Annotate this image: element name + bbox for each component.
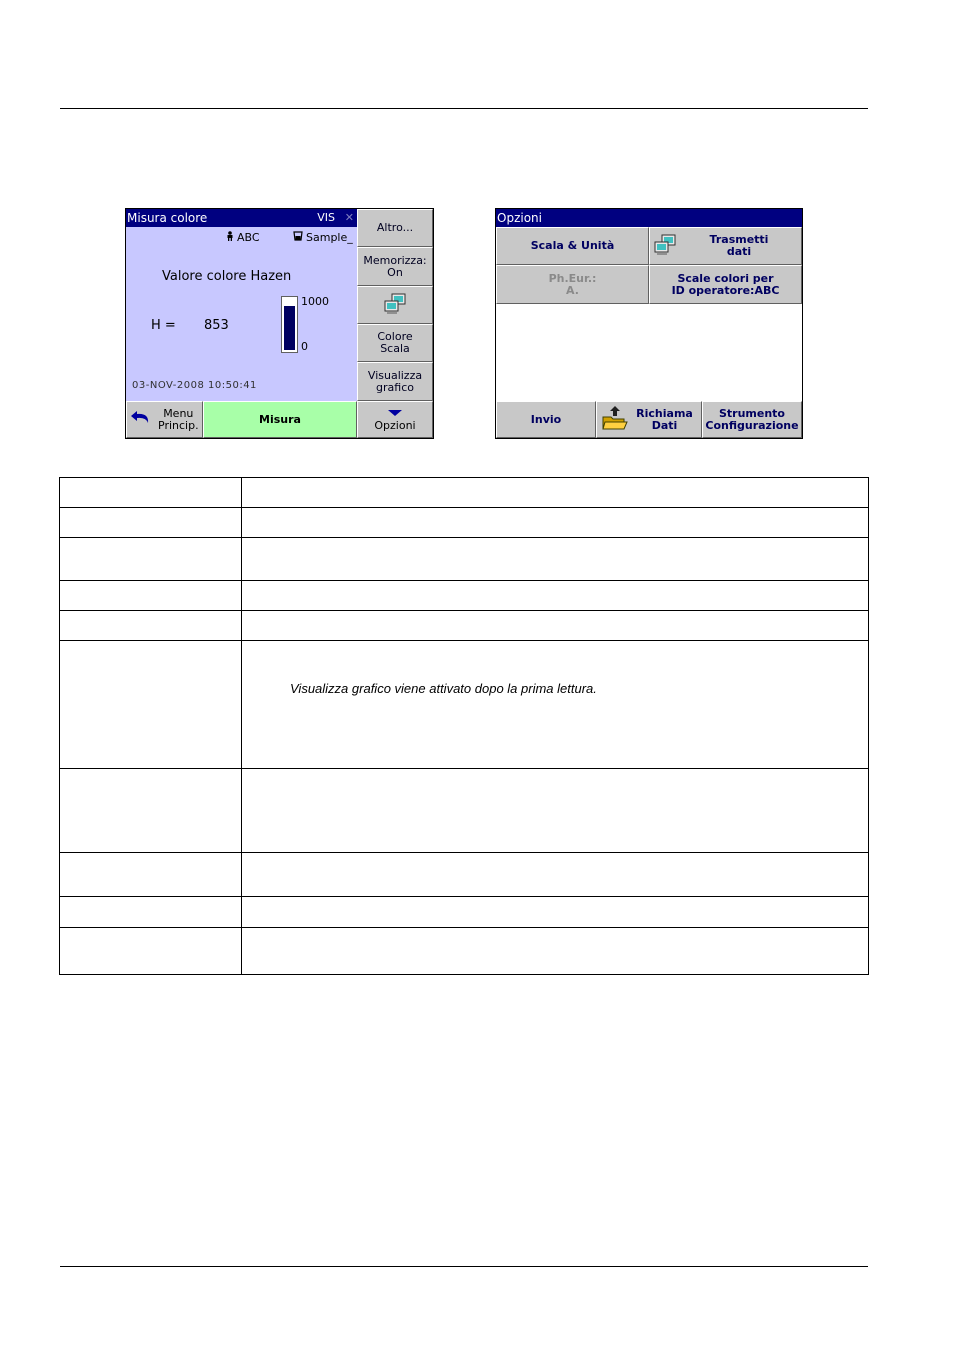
measure-button[interactable] (203, 401, 357, 438)
table-row (60, 581, 869, 611)
result-gauge (281, 296, 298, 353)
result-value: 853 (204, 318, 229, 333)
sample-icon (293, 231, 303, 244)
scale-units-label: Scala & Unità (530, 239, 615, 252)
computer-icon (383, 293, 407, 318)
scale-units-button[interactable] (496, 227, 649, 265)
gauge-max-label: 1000 (301, 295, 329, 308)
table-row (60, 611, 869, 641)
send-label: Invio (530, 412, 562, 426)
send-button[interactable] (496, 401, 596, 438)
screen-title: Misura colore (127, 211, 208, 225)
main-menu-button[interactable] (126, 401, 203, 438)
more-button-label: Altro... (376, 221, 414, 234)
store-button-label: Memorizza: On (363, 253, 427, 279)
show-graph-button[interactable] (357, 362, 433, 401)
table-row (60, 641, 869, 769)
options-title-bar (496, 209, 802, 227)
color-scales-operator-button[interactable] (649, 265, 802, 304)
color-scale-button[interactable] (357, 324, 433, 362)
operator-id: ABC (237, 231, 260, 244)
top-rule (60, 108, 868, 109)
options-label: Opzioni (374, 418, 416, 432)
gauge-min-label: 0 (301, 340, 308, 353)
date-time: 03-NOV-2008 10:50:41 (132, 380, 257, 391)
mode-status-icon: ✕ (344, 211, 354, 224)
operator-info (226, 231, 260, 244)
send-data-button[interactable] (357, 286, 433, 324)
gauge-fill (284, 306, 295, 350)
person-icon (226, 231, 234, 244)
show-graph-button-label: Visualizza grafico (367, 368, 423, 394)
graph-note: Visualizza grafico viene attivato dopo la prima lettura. (290, 681, 597, 696)
table-row (60, 897, 869, 928)
color-scale-button-label: Colore Scala (377, 330, 413, 355)
options-title: Opzioni (497, 211, 542, 225)
table-row (60, 508, 869, 538)
down-arrow-icon (387, 408, 403, 420)
result-label: H = (151, 318, 176, 333)
mode-indicator: VIS (317, 211, 335, 224)
instrument-setup-label: Strumento Configurazione (705, 406, 799, 432)
table-row (60, 769, 869, 853)
table-row (60, 853, 869, 897)
main-menu-label: Menu Princip. (158, 406, 199, 432)
table-row (60, 928, 869, 975)
description-table (59, 477, 869, 975)
sample-id: Sample_ (306, 231, 353, 244)
ph-eur-label: Ph.Eur.: A. (548, 271, 597, 297)
sample-info (293, 231, 353, 244)
color-measurement-screen (125, 208, 434, 439)
transmit-data-label: Trasmetti dati (709, 233, 769, 258)
options-screen (495, 208, 803, 439)
bottom-rule (60, 1266, 868, 1267)
store-button[interactable] (357, 247, 433, 286)
recall-data-label: Richiama Dati (636, 406, 693, 432)
computer-icon (653, 234, 677, 259)
recall-data-button[interactable] (596, 401, 702, 438)
transmit-data-button[interactable] (649, 227, 802, 265)
options-button[interactable] (357, 401, 433, 438)
table-row (60, 538, 869, 581)
measurement-heading: Valore colore Hazen (162, 269, 292, 284)
folder-icon (602, 405, 628, 434)
screen-title-bar (126, 209, 357, 227)
instrument-setup-button[interactable] (702, 401, 802, 438)
table-row (60, 478, 869, 508)
more-button[interactable] (357, 209, 433, 247)
back-arrow-icon (130, 409, 154, 430)
ph-eur-button[interactable] (496, 265, 649, 304)
color-scales-operator-label: Scale colori per ID operatore:ABC (671, 271, 780, 297)
measure-label: Misura (259, 412, 301, 426)
